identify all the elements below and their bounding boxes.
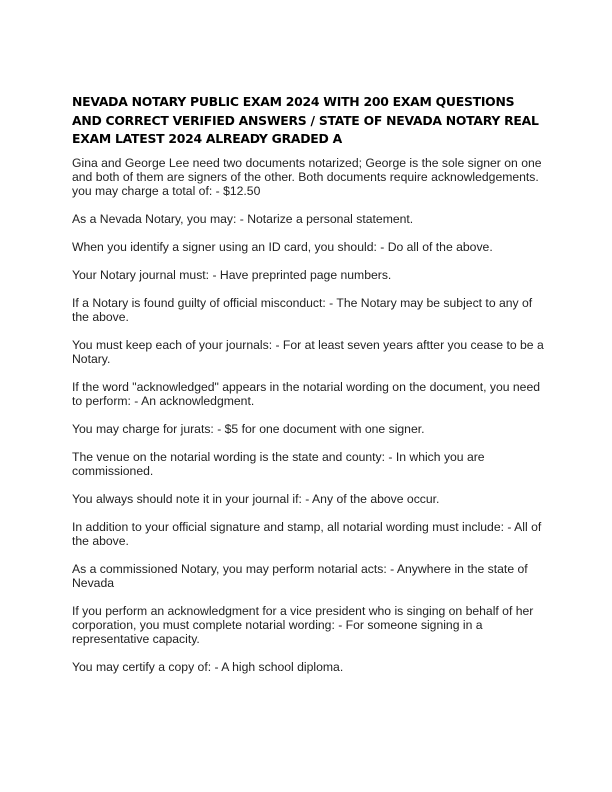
question-answer-item: As a Nevada Notary, you may: - Notarize a personal statement. bbox=[72, 212, 414, 226]
question-answer-item: As a commissioned Notary, you may perform notarial acts: - Anywhere in the state of Nevada bbox=[72, 562, 528, 590]
question-answer-item: If the word "acknowledged" appears in the notarial wording on the document, you need to perform: - An acknowledgment. bbox=[72, 380, 541, 408]
document-title: NEVADA NOTARY PUBLIC EXAM 2024 WITH 200 EXAM QUESTIONS AND CORRECT VERIFIED ANSWERS / STATE OF NEVADA NOTARY REAL EXAM LATEST 2024 ALREADY GRADED A bbox=[72, 94, 539, 146]
question-answer-item: Your Notary journal must: - Have preprinted page numbers. bbox=[72, 268, 392, 282]
question-answer-item: If you perform an acknowledgment for a vice president who is singing on behalf of her corporation, you must complete notarial wording: - For someone signing in a representative capacity. bbox=[72, 604, 534, 646]
question-answer-item: If a Notary is found guilty of official misconduct: - The Notary may be subject to any of the above. bbox=[72, 296, 533, 324]
question-answer-item: In addition to your official signature and stamp, all notarial wording must include: - All of the above. bbox=[72, 520, 542, 548]
question-list bbox=[72, 156, 544, 688]
question-answer-item: You always should note it in your journal if: - Any of the above occur. bbox=[72, 492, 440, 506]
question-answer-item: You may charge for jurats: - $5 for one document with one signer. bbox=[72, 422, 425, 436]
question-answer-item: When you identify a signer using an ID card, you should: - Do all of the above. bbox=[72, 240, 493, 254]
question-answer-item: Gina and George Lee need two documents notarized; George is the sole signer on one and both of them are signers of the other. Both documents require acknowledgements. you may charge a total of: - $12.50 bbox=[72, 156, 542, 198]
question-answer-item: The venue on the notarial wording is the state and county: - In which you are commissioned. bbox=[72, 450, 485, 478]
question-answer-item: You must keep each of your journals: - For at least seven years aftter you cease to be a Notary. bbox=[72, 338, 544, 366]
question-answer-item: You may certify a copy of: - A high school diploma. bbox=[72, 660, 344, 674]
